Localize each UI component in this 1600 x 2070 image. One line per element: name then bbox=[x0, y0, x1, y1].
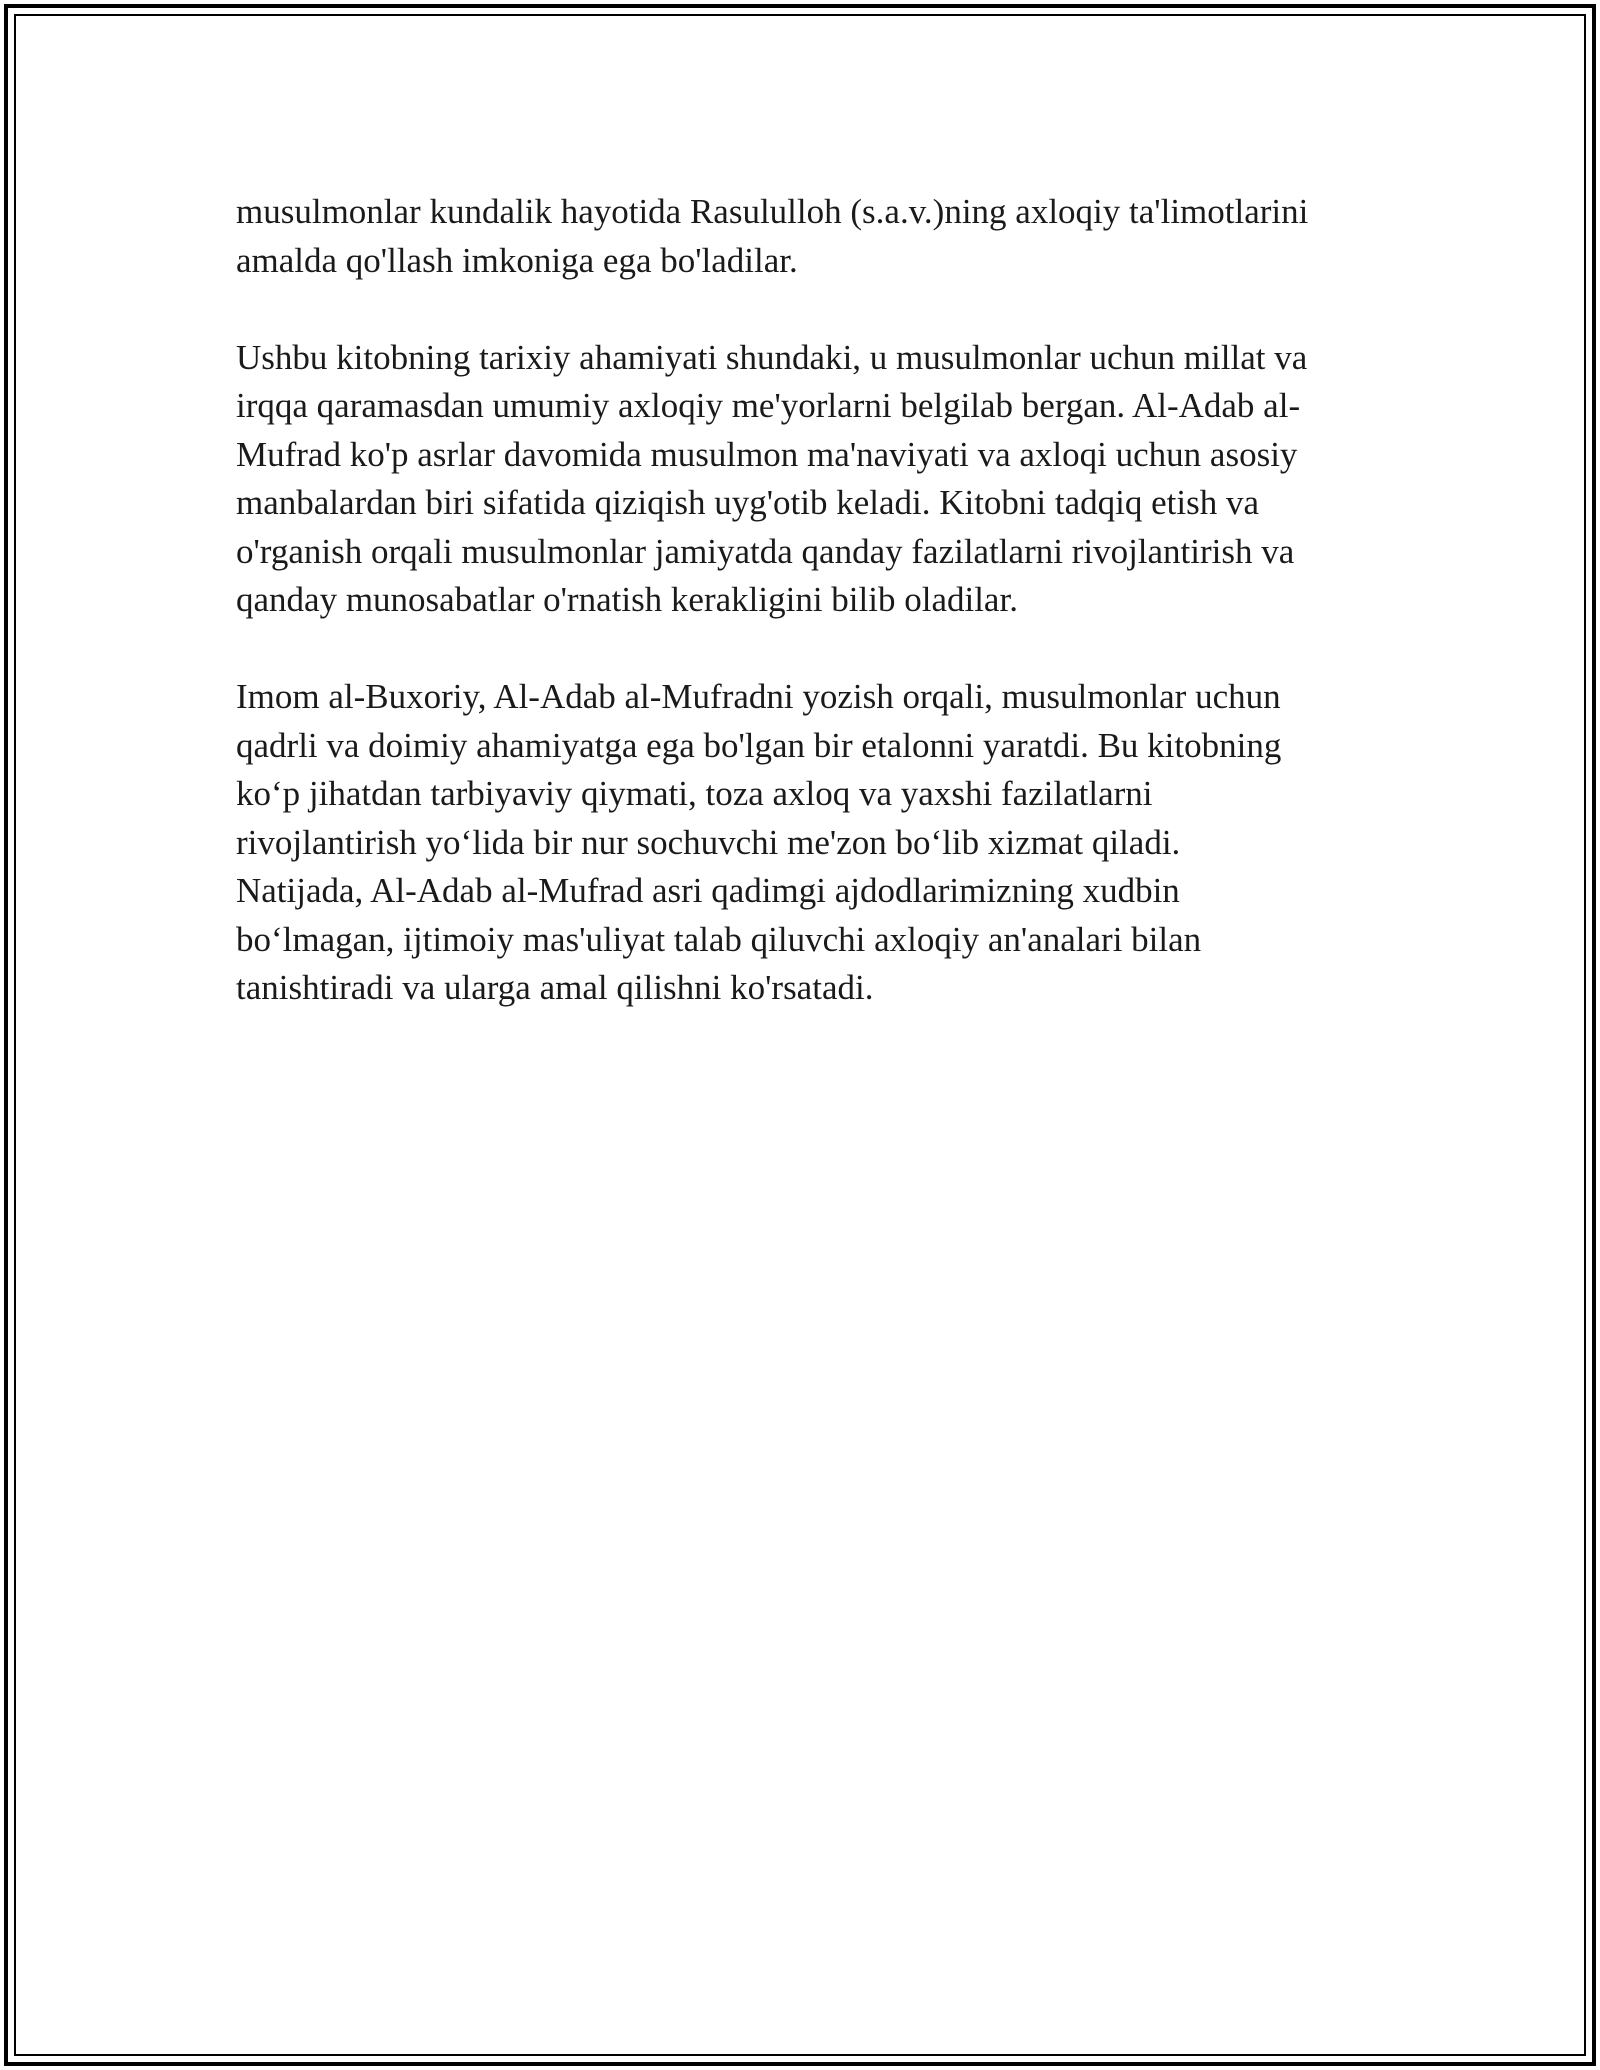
text-line: manbalardan biri sifatida qiziqish uyg'otib keladi. Kitobni tadqiq etish va bbox=[236, 483, 1260, 522]
document-body bbox=[236, 188, 1366, 1061]
text-line: tanishtiradi va ularga amal qilishni ko'rsatadi. bbox=[236, 968, 874, 1007]
text-line: o'rganish orqali musulmonlar jamiyatda qanday fazilatlarni rivojlantirish va bbox=[236, 531, 1295, 571]
paragraph-1 bbox=[236, 188, 1366, 285]
text-line: qadrli va doimiy ahamiyatga ega bo'lgan bir etalonni yaratdi. Bu kitobning bbox=[236, 725, 1282, 765]
text-line: rivojlantirish yoʻlida bir nur sochuvchi me'zon boʻlib xizmat qiladi. bbox=[236, 822, 1181, 862]
text-line: Imom al-Buxoriy, Al-Adab al-Mufradni yozish orqali, musulmonlar uchun bbox=[236, 677, 1281, 716]
text-line: amalda qo'llash imkoniga ega bo'ladilar. bbox=[236, 240, 798, 280]
text-line: Natijada, Al-Adab al-Mufrad asri qadimgi ajdodlarimizning xudbin bbox=[236, 871, 1180, 910]
text-line: Mufrad ko'p asrlar davomida musulmon ma'naviyati va axloqi uchun asosiy bbox=[236, 434, 1298, 474]
text-line: boʻlmagan, ijtimoiy mas'uliyat talab qiluvchi axloqiy an'analari bilan bbox=[236, 919, 1202, 959]
text-line: Ushbu kitobning tarixiy ahamiyati shundaki, u musulmonlar uchun millat va bbox=[236, 337, 1308, 377]
paragraph-3 bbox=[236, 673, 1366, 1013]
text-line: qanday munosabatlar o'rnatish kerakligini bilib oladilar. bbox=[236, 580, 1018, 619]
text-line: koʻp jihatdan tarbiyaviy qiymati, toza axloq va yaxshi fazilatlarni bbox=[236, 774, 1153, 813]
text-line: irqqa qaramasdan umumiy axloqiy me'yorlarni belgilab bergan. Al-Adab al- bbox=[236, 386, 1301, 425]
paragraph-2 bbox=[236, 334, 1366, 625]
text-line: musulmonlar kundalik hayotida Rasululloh (s.a.v.)ning axloqiy ta'limotlarini bbox=[236, 192, 1309, 231]
